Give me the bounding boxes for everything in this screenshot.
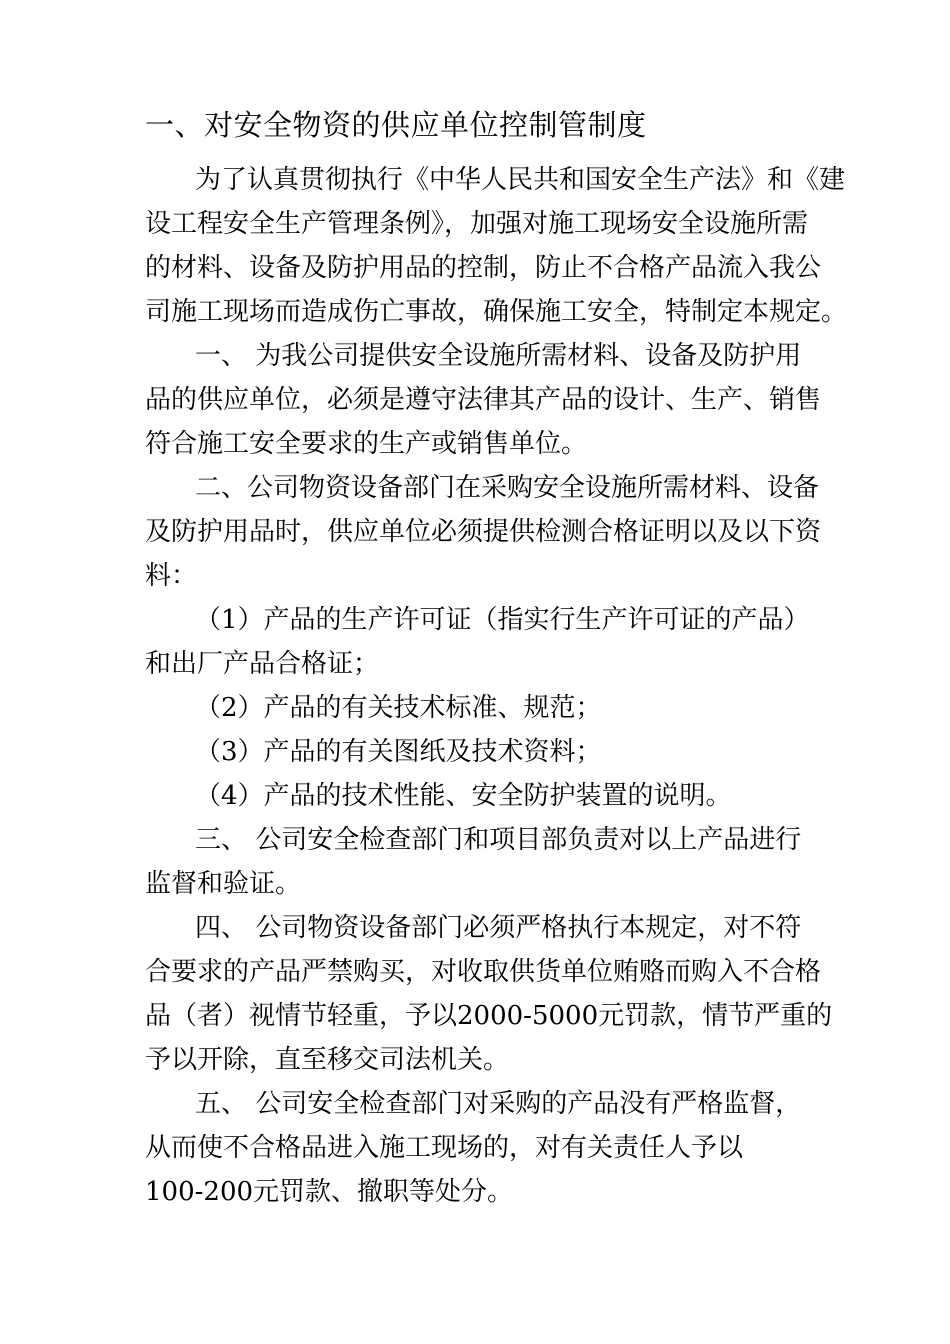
paragraph-line: 二、公司物资设备部门在采购安全设施所需材料、设备: [195, 473, 820, 503]
paragraph-line: 设工程安全生产管理条例》，加强对施工现场安全设施所需: [145, 209, 809, 239]
paragraph-line: 司施工现场而造成伤亡事故，确保施工安全，特制定本规定。: [145, 297, 848, 327]
list-item-line: 和出厂产品合格证；: [145, 649, 380, 679]
paragraph-line: 五、 公司安全检查部门对采购的产品没有严格监督，: [195, 1089, 802, 1119]
paragraph-line: 为了认真贯彻执行《中华人民共和国安全生产法》和《建: [195, 165, 846, 195]
list-item-line: （3）产品的有关图纸及技术资料；: [195, 737, 602, 767]
paragraph-line: 品的供应单位，必须是遵守法律其产品的设计、生产、销售: [145, 385, 822, 415]
paragraph-line: 从而使不合格品进入施工现场的，对有关责任人予以: [145, 1133, 744, 1163]
paragraph-line: 及防护用品时，供应单位必须提供检测合格证明以及以下资: [145, 517, 822, 547]
paragraph-line: 100-200元罚款、撤职等处分。: [145, 1177, 514, 1207]
paragraph-line: 品（者）视情节轻重，予以2000-5000元罚款，情节严重的: [145, 1001, 833, 1031]
paragraph-line: 一、 为我公司提供安全设施所需材料、设备及防护用: [195, 341, 802, 371]
document-title: 一、对安全物资的供应单位控制管制度: [145, 108, 647, 142]
list-item-line: （2）产品的有关技术标准、规范；: [195, 693, 602, 723]
paragraph-line: 合要求的产品严禁购买，对收取供货单位贿赂而购入不合格: [145, 957, 822, 987]
paragraph-line: 料：: [145, 561, 198, 591]
paragraph-line: 符合施工安全要求的生产或销售单位。: [145, 429, 588, 459]
list-item-line: （4）产品的技术性能、安全防护装置的说明。: [195, 781, 732, 811]
paragraph-line: 的材料、设备及防护用品的控制，防止不合格产品流入我公: [145, 253, 822, 283]
list-item-line: （1）产品的生产许可证（指实行生产许可证的产品）: [195, 605, 810, 635]
paragraph-line: 四、 公司物资设备部门必须严格执行本规定，对不符: [195, 913, 802, 943]
paragraph-line: 三、 公司安全检查部门和项目部负责对以上产品进行: [195, 825, 802, 855]
paragraph-line: 予以开除，直至移交司法机关。: [145, 1045, 510, 1075]
paragraph-line: 监督和验证。: [145, 869, 302, 899]
